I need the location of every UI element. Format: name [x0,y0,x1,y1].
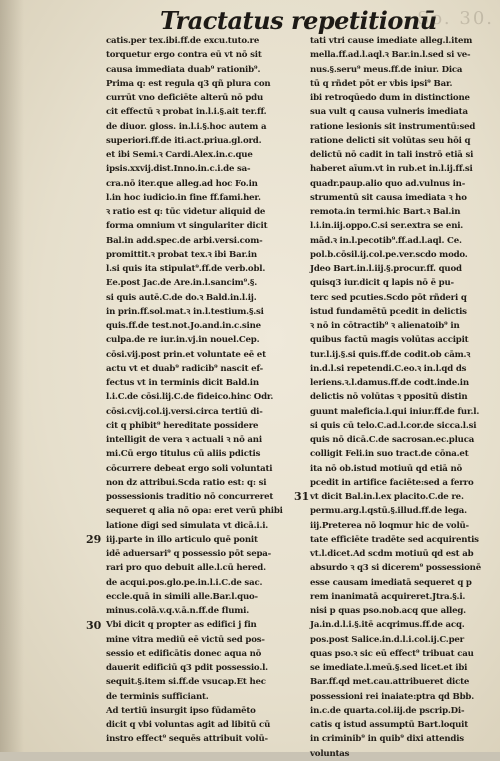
text-line: Ad tertiū insurgit ipso fūdamēto [106,705,256,716]
text-line: currūt vno deficiēte alterū nō pdu [106,93,264,103]
text-line: se imediate.l.meū.§.sed licet.et ibi [310,663,468,673]
text-line: sua vult q causa vulneris imediata [310,107,468,118]
text-line: si quis autē.C.de do.ꝛ Bald.in.l.ij. [106,292,257,303]
text-line: eccle.quā in simili alle.Bar.l.quo- [106,591,258,602]
text-line: rari pro quo debuit alle.l.cū hered. [106,563,266,574]
text-line: cit q phibit⁹ hereditate possidere [106,420,259,431]
text-line: cōsi.cvij.col.ij.versi.circa tertiū di- [106,406,263,417]
text-line: tū q rñdet pōt er vbis ipsi⁹ Bar. [310,78,453,89]
text-line: ratione delicti sit volūtas seu hōi q [310,135,471,146]
text-line: promittit.ꝛ probat tex.ꝛ ibi Bar.in [106,249,257,260]
text-line: si quis cū telo.C.ad.l.cor.de sicca.l.si [310,420,477,431]
text-line: haberet aīum.vt in rub.et in.l.ij.ff.si [310,164,473,175]
text-line: intelligit de vera ꝛ actuali ꝛ nō ani [106,435,262,445]
text-line: quadr.paup.alio quo ad.vulnus in- [310,178,466,189]
text-line: de acqui.pos.glo.pe.in.l.i.C.de sac. [106,577,263,588]
text-line: in.c.de quarta.col.iij.de pscrip.Di- [310,705,465,716]
text-line: mella.ff.ad.l.aql.ꝛ Bar.in.l.sed si ve- [310,50,471,61]
text-line: quibus factū magis volūtas accipit [310,335,469,346]
text-line: Ee.post Jac.de Are.in.l.sancim⁹.§. [106,278,257,289]
text-line: catis q istud assumptū Bart.loquit [310,720,469,730]
text-line: non dz attribui.Scda ratio est: q: si [106,477,267,488]
text-line: voluntas [310,748,350,759]
text-line: ꝛ ratio est q: tūc videtur aliquid de [106,207,266,217]
text-line: Ja.in.d.l.i.§.itē acqrimus.ff.de acq. [310,620,465,631]
text-line: ꝛ nō in cōtractib⁹ ꝛ alienatoib⁹ in [310,321,460,331]
text-line: iij.parte in illo articulo quē ponit [106,534,258,545]
text-line: vt.l.dicet.Ad scdm motiuū qd est ab [310,549,474,559]
text-line: mād.ꝛ in.l.pecotib⁹.ff.ad.l.aql. Ce. [310,235,462,246]
text-line: istud fundamētū pcedit in delictis [310,306,467,317]
text-line: rem inanimatā acquireret.Jtra.§.i. [310,591,466,602]
text-line: esse causam imediatā sequeret q p [310,577,472,588]
text-line: pos.post Salice.in.d.l.i.col.ij.C.per [310,634,464,645]
text-line: tate efficiēte tradēte sed acquirentis [310,534,479,545]
text-line: mine vitra mediū eē victū sed pos- [106,634,265,645]
text-line: l.in hoc iudicio.in fine ff.fami.her. [106,192,261,203]
text-line: Jdeo Bart.in.l.iij.§.procur.ff. quod [310,264,462,274]
text-line: ratione lesionis sit instrumentū:sed [310,121,476,132]
text-line: nisi p quas pso.nob.acq que alleg. [310,606,466,616]
text-line: quis.ff.de test.not.Jo.and.in.c.sine [106,321,261,331]
text-line: sessio et edificātis donec aqua nō [106,648,262,659]
text-line: sequeret q alia nō opa: eret verū phibi [106,506,283,517]
text-line: in prin.ff.sol.mat.ꝛ in.l.testium.§.si [106,306,264,317]
text-line: torquetur ergo contra eū vt nō sit [106,50,262,61]
text-line: quis nō dicā.C.de sacrosan.ec.pluca [310,435,475,445]
marginal-number: 29 [86,533,102,546]
text-line: possessioni rei inaiate:ptra qd Bbb. [310,691,474,702]
text-line: ita nō ob.istud motiuū qd etiā nō [310,463,463,474]
text-line: Bar.ff.qd met.cau.attribueret dicte [310,677,470,688]
text-line: latione dīgi sed simulata vt dicā.i.i. [106,520,269,531]
text-line: absurdo ꝛ q3 si dicerem⁹ possessionē [310,563,481,574]
text-line: instro effect⁹ sequēs attribuit volū- [106,734,268,745]
text-line: Prima q: est regula q3 qñ plura con [106,78,271,89]
text-line: possessionis traditio nō concurreret [106,492,274,502]
text-line: Vbi dicit q propter as edifici j fin [106,620,257,631]
bleed-through-text: So. 30. [417,8,494,29]
running-title: Tractatus repetitionū [160,6,437,35]
text-line: terc sed pcuties.Scdo pōt rñderi q [310,292,467,303]
text-line: delictis nō volūtas ꝛ ppositū distin [310,392,468,403]
text-line: strumentū sit causa imediata ꝛ ho [310,192,467,203]
text-line: ipsis.xxvij.dist.Inno.in.c.i.de sa- [106,164,251,175]
text-line: fectus vt in terminis dicit Bald.in [106,378,259,388]
text-line: forma omnium vt singulariter dicit [106,221,268,232]
text-line: de diuor. gloss. in.l.i.§.hoc autem a [106,121,267,132]
text-line: remota.in termi.hic Bart.ꝛ Bal.in [310,207,461,217]
marginal-number: 30 [86,619,102,632]
text-line: cōsi.vij.post prin.et voluntate eē et [106,349,266,360]
left-text-column [106,34,292,747]
text-line: quas pso.ꝛ sic eū effect⁹ tribuat cau [310,648,474,659]
text-line: et ibi Semi.ꝛ Cardi.Alex.in.c.que [106,150,253,160]
text-line: culpa.de re iur.in.vj.in nouel.Cep. [106,335,260,346]
text-line: tur.l.ij.§.si quis.ff.de codit.ob cām.ꝛ [310,349,471,360]
text-line: cit effectū ꝛ probat in.l.i.§.ait ter.ff. [106,107,267,118]
text-line: nus.§.seru⁹ meus.ff.de iniur. Dica [310,64,463,75]
text-line: minus.colā.v.q.v.ā.n.ff.de flumi. [106,606,250,616]
text-line: quisq3 iur.dicit q lapis nō ē pu- [310,278,454,289]
text-line: in.d.l.si repetendi.C.eo.ꝛ in.l.qd ds [310,363,467,374]
text-line: l.i.C.de cōsi.lij.C.de fideico.hinc Odr. [106,392,274,403]
text-line: colligit Feli.in suo tract.de cōna.et [310,449,469,460]
text-line: in criminib⁹ in quib⁹ dixi attendis [310,734,464,745]
text-line: permu.arg.l.qstū.§.illud.ff.de lega. [310,506,467,517]
text-line: cra.nō iter.que alleg.ad hoc Fo.in [106,178,258,189]
text-line: superiori.ff.de iti.act.priua.gl.ord. [106,135,262,146]
text-line: guunt maleficia.l.qui iniur.ff.de fur.l. [310,406,480,417]
text-line: causa immediata duab⁹ rationib⁹. [106,64,261,75]
binding-shadow [0,0,24,752]
text-line: pcedit in artifice faciēte:sed a ferro [310,477,474,488]
text-line: de terminis sufficiant. [106,691,209,702]
text-line: ibi retroqūedo dum in distinctione [310,93,470,103]
text-line: idē aduersari⁹ q possessio pōt sepa- [106,549,272,559]
text-line: delictū nō cadit in tali instrō etiā si [310,150,474,160]
text-line: vt dicit Bal.in.l.ex placito.C.de re. [310,492,464,502]
right-text-column [310,34,494,761]
text-line: leriens.ꝛ.l.damus.ff.de codt.inde.in [310,378,469,388]
text-line: dauerit edificiū q3 pdit possessio.l. [106,663,268,673]
text-line: cōcurrere debeat ergo soli voluntati [106,463,273,474]
text-line: pol.b.cōsil.ij.col.pe.ver.scdo modo. [310,249,468,260]
text-line: actu vt et duab⁹ radicib⁹ nascit ef- [106,363,263,374]
text-line: tati vtri cause imediate alleg.l.item [310,36,473,46]
text-line: sequit.§.item si.ff.de vsucap.Et hec [106,677,266,688]
text-line: l.i.in.iij.oppo.C.si ser.extra se eni. [310,221,464,232]
marginal-number: 31 [294,490,310,503]
text-line: mi.Cū ergo titulus cū aliis pdictis [106,449,261,460]
text-line: iij.Preterea nō loqmur hic de volū- [310,520,469,531]
text-line: l.si quis ita stipulat⁹.ff.de verb.obl. [106,264,266,274]
text-line: Bal.in add.spec.de arbi.versi.com- [106,235,263,246]
text-line: catis.per tex.ibi.ff.de excu.tuto.re [106,36,260,46]
text-line: dicit q vbi voluntas agit ad libitū cū [106,720,271,730]
